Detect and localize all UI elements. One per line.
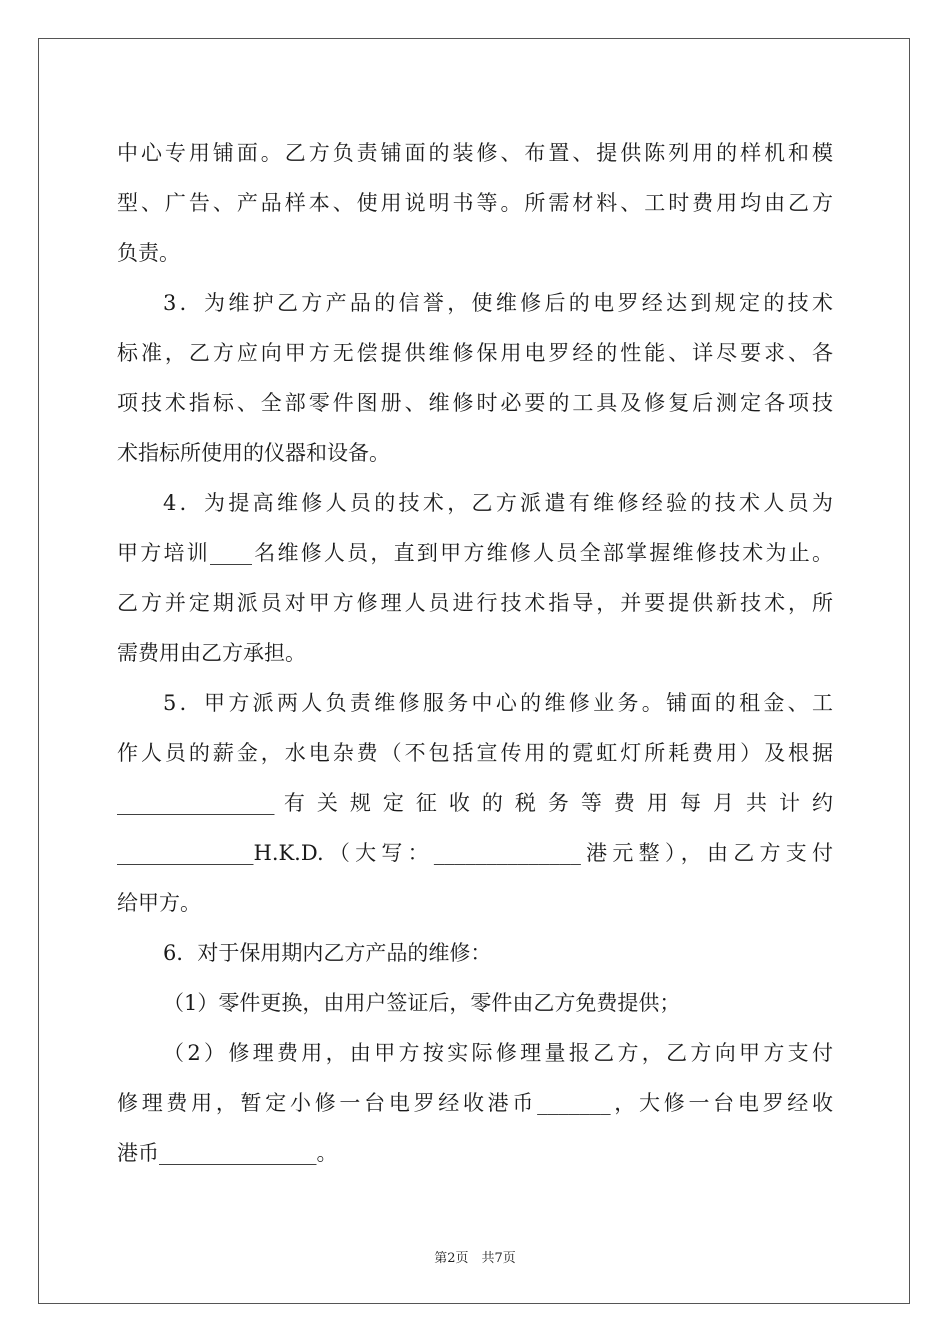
text-line: 型、广告、产品样本、使用说明书等。所需材料、工时费用均由乙方 bbox=[117, 191, 833, 215]
text-line: 给甲方。 bbox=[117, 891, 201, 915]
paragraph-clause-4 bbox=[117, 478, 833, 678]
text-line: 3．为维护乙方产品的信誉，使维修后的电罗经达到规定的技术 bbox=[163, 291, 833, 315]
text-line: 6．对于保用期内乙方产品的维修： bbox=[163, 941, 492, 965]
text-line: _______________ 有 关 规 定 征 收 的 税 务 等 费 用 每 月 共 计 约 bbox=[117, 791, 833, 815]
text-line: 需费用由乙方承担。 bbox=[117, 641, 306, 665]
paragraph-clause-6-item-2 bbox=[117, 1028, 833, 1178]
text-line: 作人员的薪金，水电杂费（不包括宣传用的霓虹灯所耗费用）及根据 bbox=[117, 741, 833, 765]
text-line: 港币_______________。 bbox=[117, 1141, 338, 1165]
text-line: 术指标所使用的仪器和设备。 bbox=[117, 441, 390, 465]
text-line: 5．甲方派两人负责维修服务中心的维修业务。铺面的租金、工 bbox=[163, 691, 833, 715]
paragraph-clause-6-item-1 bbox=[117, 978, 833, 1028]
text-line: 标准，乙方应向甲方无偿提供维修保用电罗经的性能、详尽要求、各 bbox=[117, 341, 833, 365]
text-line: （2）修理费用，由甲方按实际修理量报乙方，乙方向甲方支付 bbox=[163, 1041, 833, 1065]
paragraph-clause-3 bbox=[117, 278, 833, 478]
page-number-footer: 第2页 共7页 bbox=[434, 1251, 516, 1266]
text-line: 甲方培训____名维修人员，直到甲方维修人员全部掌握维修技术为止。 bbox=[117, 541, 833, 565]
text-line: （1）零件更换，由用户签证后，零件由乙方免费提供； bbox=[163, 991, 681, 1015]
text-line: 中心专用铺面。乙方负责铺面的装修、布置、提供陈列用的样机和模 bbox=[117, 141, 833, 165]
text-line: 项技术指标、全部零件图册、维修时必要的工具及修复后测定各项技 bbox=[117, 391, 833, 415]
text-line: 负责。 bbox=[117, 241, 180, 265]
text-line: 修理费用，暂定小修一台电罗经收港币_______，大修一台电罗经收 bbox=[117, 1091, 833, 1115]
text-line: 4．为提高维修人员的技术，乙方派遣有维修经验的技术人员为 bbox=[163, 491, 833, 515]
paragraph-clause-2-continued bbox=[117, 128, 833, 278]
text-line: _____________H.K.D.（大写：______________港元整），由乙方支付 bbox=[117, 841, 833, 865]
paragraph-clause-5 bbox=[117, 678, 833, 928]
text-line: 乙方并定期派员对甲方修理人员进行技术指导，并要提供新技术，所 bbox=[117, 591, 833, 615]
paragraph-clause-6 bbox=[117, 928, 833, 978]
document-body bbox=[117, 128, 833, 1178]
